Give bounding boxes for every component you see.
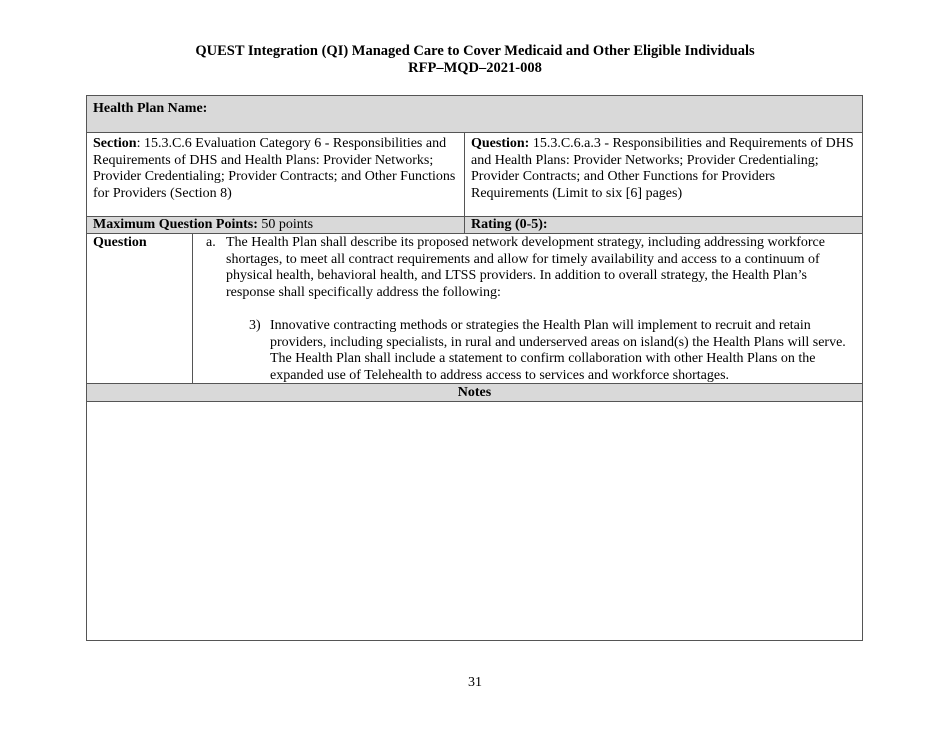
max-points-value: 50 points (257, 217, 314, 232)
item-a-marker: a. (206, 235, 216, 250)
question-content (193, 234, 862, 383)
points-rating-row (87, 217, 862, 234)
rating-label: Rating (0-5): (471, 217, 548, 232)
page-number: 31 (468, 675, 482, 690)
health-plan-name-row (87, 96, 862, 133)
section-question-row (87, 133, 862, 217)
item-3-text: Innovative contracting methods or strategies the Health Plan will implement to recruit and retain providers, including specialists, in rural and underserved areas on island(s) the Health Plans will serve. The Health Plan shall include a statement to confirm collaboration with other Health Plans on the expanded use of Telehealth to address access to services and workforce shortages. (270, 318, 846, 383)
document-title: QUEST Integration (QI) Managed Care to Cover Medicaid and Other Eligible Individuals (195, 43, 755, 59)
health-plan-name-label: Health Plan Name: (93, 101, 208, 116)
notes-area[interactable] (87, 402, 862, 640)
notes-header: Notes (87, 384, 862, 402)
section-text: : 15.3.C.6 Evaluation Category 6 - Responsibilities and Requirements of DHS and Health Plans: Provider Networks; Provider Credentialing; Provider Contracts; and Other Functions for Providers (Section 8) (93, 136, 456, 201)
question-row-label: Question (87, 234, 193, 383)
question-ref-cell (465, 133, 862, 216)
max-points-label: Maximum Question Points: (93, 217, 258, 232)
question-row (87, 234, 862, 384)
section-cell (87, 133, 465, 216)
item-a-text: The Health Plan shall describe its proposed network development strategy, including addressing workforce shortages, to meet all contract requirements and allow for timely availability and access to a continuum of physical health, behavioral health, and LTSS providers. In addition to overall strategy, the Health Plan’s response shall specifically address the following: (226, 235, 825, 300)
item-3-marker: 3) (249, 318, 261, 333)
question-subitem-3 (199, 318, 856, 384)
question-ref-label: Question: (471, 136, 530, 151)
question-ref-text: 15.3.C.6.a.3 - Responsibilities and Requirements of DHS and Health Plans: Provider Networks; Provider Credentialing; Provider Contracts; and Other Functions for Providers Requirements (Limit to six [6] pages) (471, 136, 854, 201)
section-label: Section (93, 136, 137, 151)
rating-cell (465, 217, 862, 233)
rfp-number: RFP–MQD–2021-008 (408, 60, 542, 76)
max-points-cell (87, 217, 465, 233)
question-item-a (199, 235, 856, 301)
evaluation-table (86, 95, 863, 641)
